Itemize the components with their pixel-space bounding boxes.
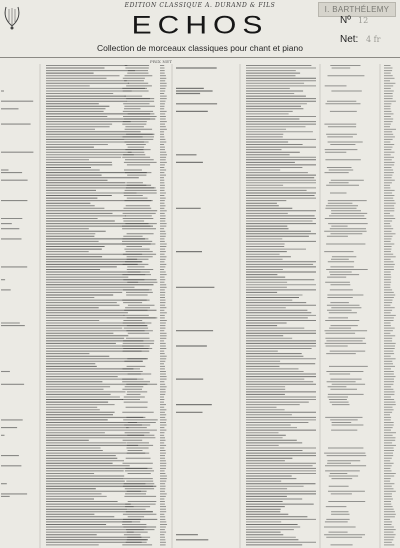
catalog-listing	[0, 64, 400, 548]
header-rule	[0, 57, 400, 58]
net-price-value: 4 fr	[366, 35, 381, 44]
number-label: Nº	[340, 15, 351, 26]
catalog-lines	[0, 64, 400, 548]
page-title: ECHOS	[131, 12, 269, 40]
column-header-left: PRIX NET	[150, 59, 173, 64]
owner-stamp: I. BARTHÉLEMY	[318, 2, 396, 17]
net-price-label: Net:	[340, 34, 359, 45]
page-subtitle: Collection de morceaux classiques pour chant et piano	[96, 43, 303, 53]
number-value: 12	[358, 16, 369, 25]
edition-line: EDITION CLASSIQUE A. DURAND & FILS	[124, 2, 276, 9]
